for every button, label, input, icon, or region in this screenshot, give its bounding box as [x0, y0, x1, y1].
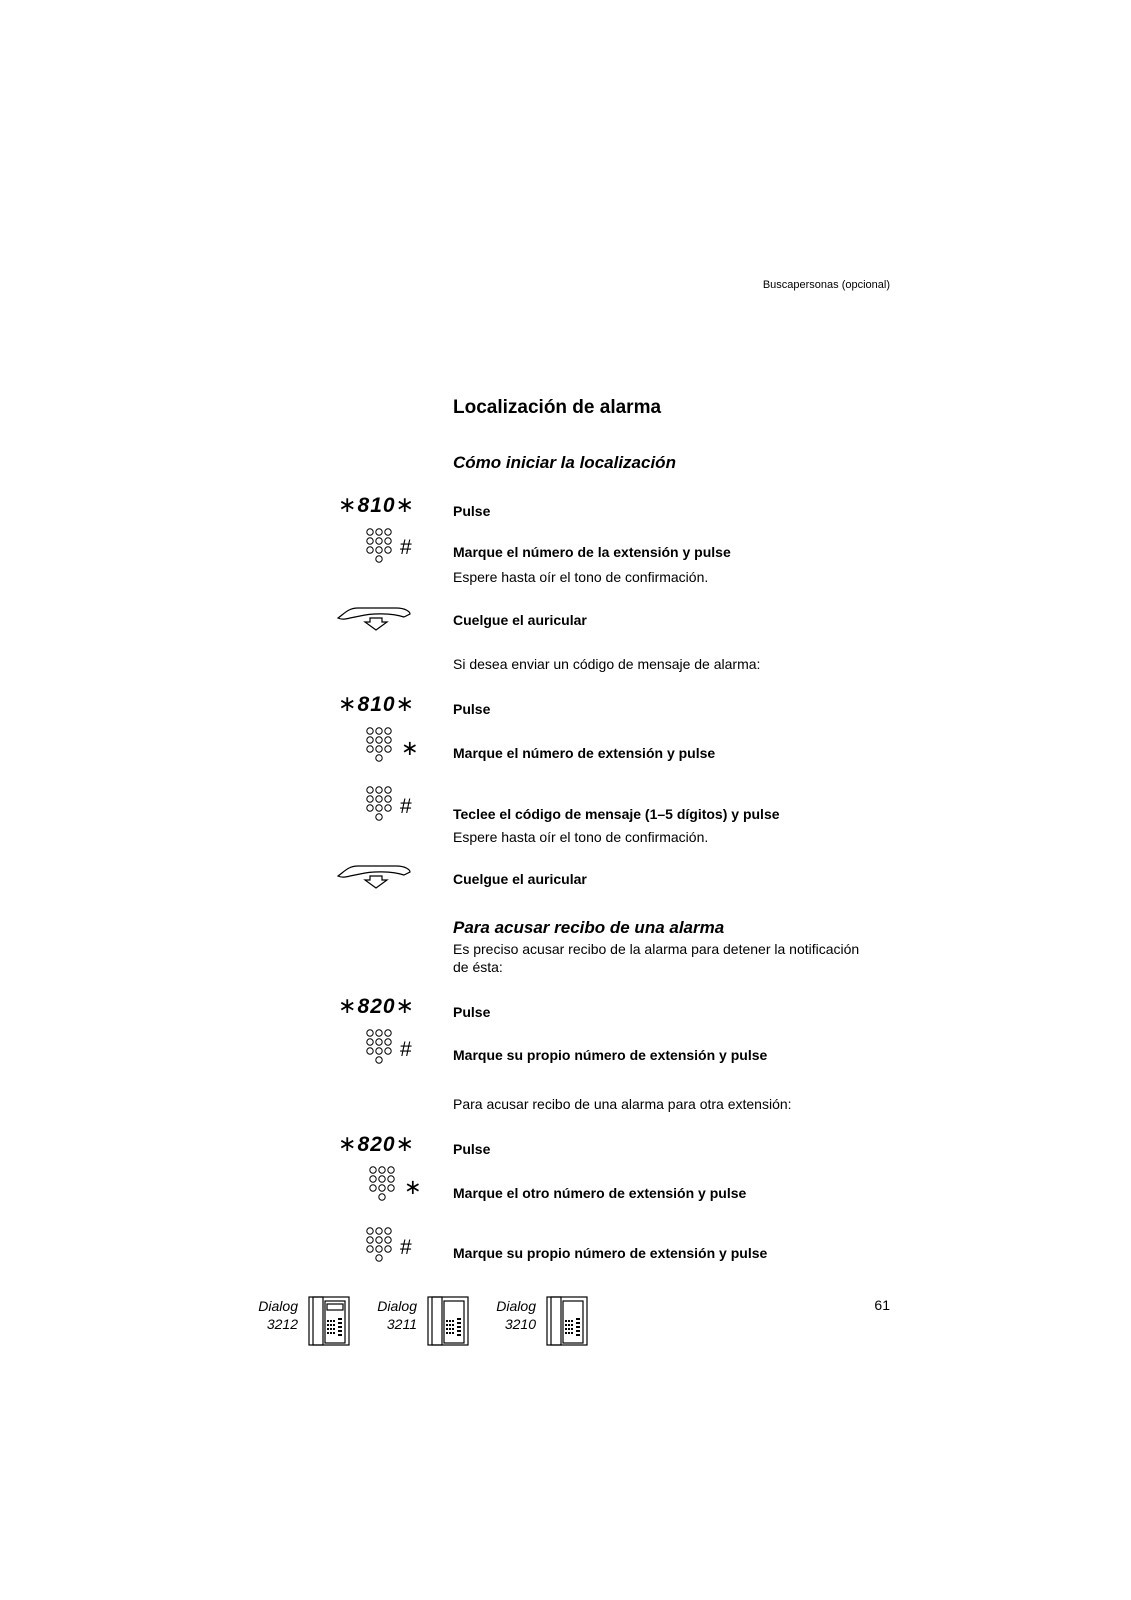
- keypad-icon: [364, 727, 394, 763]
- star-symbol: ∗: [338, 691, 358, 716]
- step-note: Espere hasta oír el tono de confirmación.: [453, 829, 709, 845]
- model-label: [367, 1297, 417, 1333]
- model-label: [486, 1297, 536, 1333]
- footer-model-3212: [248, 1297, 298, 1333]
- step-hang-up: Cuelgue el auricular: [453, 612, 587, 628]
- step-note: Si desea enviar un código de mensaje de alarma:: [453, 656, 761, 672]
- model-name: Dialog: [496, 1298, 536, 1314]
- step-dial-own-extension: Marque su propio número de extensión y pulse: [453, 1047, 768, 1063]
- step-dial-own-extension: Marque su propio número de extensión y pulse: [453, 1245, 768, 1261]
- section-heading-start: Cómo iniciar la localización: [453, 453, 676, 472]
- section-intro: Es preciso acusar recibo de la alarma para detener la notificación de ésta:: [453, 941, 860, 975]
- step-note: Espere hasta oír el tono de confirmación.: [453, 569, 709, 585]
- code-digits: 820: [357, 1133, 396, 1156]
- model-name: Dialog: [258, 1298, 298, 1314]
- step-dial-extension: Marque el número de extensión y pulse: [453, 745, 716, 761]
- step-enter-message-code: Teclee el código de mensaje (1–5 dígitos) y pulse: [453, 806, 780, 822]
- star-symbol: ∗: [395, 1131, 415, 1156]
- code-digits: 810: [357, 494, 396, 517]
- keypad-icon: [367, 1166, 397, 1202]
- handset-hang-up-icon: [336, 862, 412, 890]
- code-820-star: [330, 1131, 415, 1157]
- phone-3210-icon: [546, 1296, 588, 1346]
- star-symbol: ∗: [338, 492, 358, 517]
- step-note: Para acusar recibo de una alarma para otra extensión:: [453, 1096, 792, 1112]
- step-pulse: Pulse: [453, 1004, 491, 1020]
- model-label: [248, 1297, 298, 1333]
- step-dial-extension: Marque el número de la extensión y pulse: [453, 544, 731, 560]
- keypad-icon: [364, 1227, 394, 1263]
- hash-symbol: #: [400, 1236, 412, 1259]
- star-symbol: ∗: [395, 691, 415, 716]
- section-heading-acknowledge: Para acusar recibo de una alarma: [453, 918, 725, 937]
- phone-3211-icon: [427, 1296, 469, 1346]
- page-number: 61: [874, 1297, 890, 1313]
- step-pulse: Pulse: [453, 1141, 491, 1157]
- star-symbol: ∗: [338, 993, 358, 1018]
- star-symbol: ∗: [395, 993, 415, 1018]
- keypad-icon: [364, 1029, 394, 1065]
- hash-symbol: #: [400, 795, 412, 818]
- hash-symbol: #: [400, 1038, 412, 1061]
- step-pulse: Pulse: [453, 503, 491, 519]
- model-name: Dialog: [377, 1298, 417, 1314]
- code-810-star: [330, 492, 415, 518]
- running-header: Buscapersonas (opcional): [762, 279, 890, 291]
- model-number: 3211: [386, 1316, 417, 1332]
- star-symbol: ∗: [395, 492, 415, 517]
- step-pulse: Pulse: [453, 701, 491, 717]
- page-title: Localización de alarma: [453, 397, 662, 418]
- code-820-star: [330, 993, 415, 1019]
- code-digits: 810: [357, 693, 396, 716]
- handset-hang-up-icon: [336, 604, 412, 632]
- footer-model-3211: [367, 1297, 417, 1333]
- keypad-icon: [364, 528, 394, 564]
- phone-3212-icon: [308, 1296, 350, 1346]
- model-number: 3210: [504, 1316, 536, 1332]
- model-number: 3212: [266, 1316, 298, 1332]
- code-digits: 820: [357, 995, 396, 1018]
- hash-symbol: #: [400, 536, 412, 559]
- step-hang-up: Cuelgue el auricular: [453, 871, 587, 887]
- footer-model-3210: [486, 1297, 536, 1333]
- star-symbol: ∗: [404, 1176, 422, 1199]
- keypad-icon: [364, 786, 394, 822]
- star-symbol: ∗: [338, 1131, 358, 1156]
- star-symbol: ∗: [401, 737, 419, 760]
- code-810-star: [330, 691, 415, 717]
- step-dial-other-extension: Marque el otro número de extensión y pulse: [453, 1185, 747, 1201]
